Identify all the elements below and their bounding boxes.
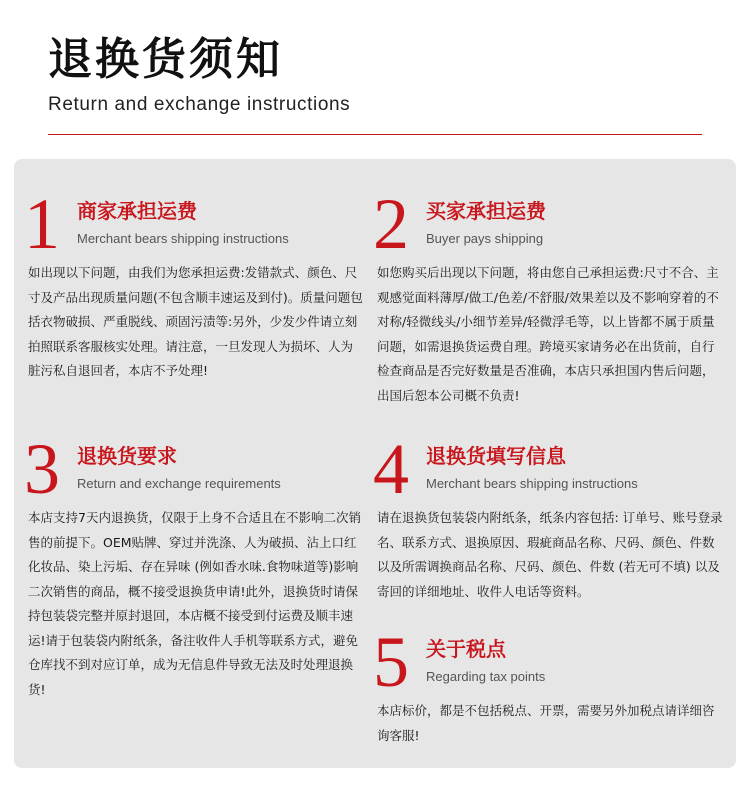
section-subtitle: Merchant bears shipping instructions xyxy=(426,476,638,491)
section-number: 2 xyxy=(373,184,409,264)
section-subtitle: Return and exchange requirements xyxy=(77,476,281,491)
page-subtitle: Return and exchange instructions xyxy=(48,94,351,115)
section-body: 本店支持7天内退换货，仅限于上身不合适且在不影响二次销售的前提下。OEM贴牌、穿过并洗涤、人为破损、沾上口红化妆品、染上污垢、存在异味 (例如香水味.食物味道等)影响二次销售的商品，概不接受退换货申请!此外，退换货时请保持包装袋完整并原封退回，本店概不接受到付运费及顺丰速运!请于包装袋内附纸条，备注收件人手机等联系方式，避免仓库找不到对应订单，成为无信息件导致无法及时处理退换货! xyxy=(28,510,361,697)
section-number: 4 xyxy=(373,429,409,509)
section-subtitle: Buyer pays shipping xyxy=(426,231,544,246)
section-number: 3 xyxy=(24,429,60,509)
section-body: 如您购买后出现以下问题，将由您自己承担运费:尺寸不合、主观感觉面料薄厚/做工/色差/不舒服/效果差以及不影响穿着的不对称/轻微线头/小细节差异/轻微浮毛等，以上皆都不属于质量问题，如需退换货运费自理。跨境买家请务必在出货前，自行检查商品是否完好数量是否准确，本店只承担国内售后问题，出国后恕本公司概不负责! xyxy=(377,265,719,403)
section-title: 退换货填写信息 xyxy=(426,444,566,468)
section-body: 请在退换货包装袋内附纸条，纸条内容包括: 订单号、账号登录名、联系方式、退换原因、瑕疵商品名称、尺码、颜色、件数以及所需调换商品名称、尺码、颜色、件数 (若无可不填) 以及寄回的详细地址、收件人电话等资料。 xyxy=(377,510,723,599)
section-body: 本店标价，都是不包括税点、开票，需要另外加税点请详细咨询客服! xyxy=(377,703,715,743)
section-title: 商家承担运费 xyxy=(77,199,197,223)
section-title: 买家承担运费 xyxy=(426,199,546,223)
section-title: 退换货要求 xyxy=(77,444,177,468)
section-number: 5 xyxy=(373,622,409,702)
section-number: 1 xyxy=(24,184,60,264)
page-header xyxy=(48,34,702,116)
header-divider xyxy=(48,134,702,135)
section-body: 如出现以下问题，由我们为您承担运费:发错款式、颜色、尺寸及产品出现质量问题(不包含顺丰速运及到付)。质量问题包括衣物破损、严重脱线、顽固污渍等:另外，少发少件请立刻拍照联系客服核实处理。请注意，一旦发现人为损坏、人为脏污私自退回者，本店不予处理! xyxy=(28,265,363,378)
section-subtitle: Regarding tax points xyxy=(426,669,546,684)
section-title: 关于税点 xyxy=(426,637,506,661)
page-title: 退换货须知 xyxy=(48,34,283,85)
section-subtitle: Merchant bears shipping instructions xyxy=(77,231,289,246)
